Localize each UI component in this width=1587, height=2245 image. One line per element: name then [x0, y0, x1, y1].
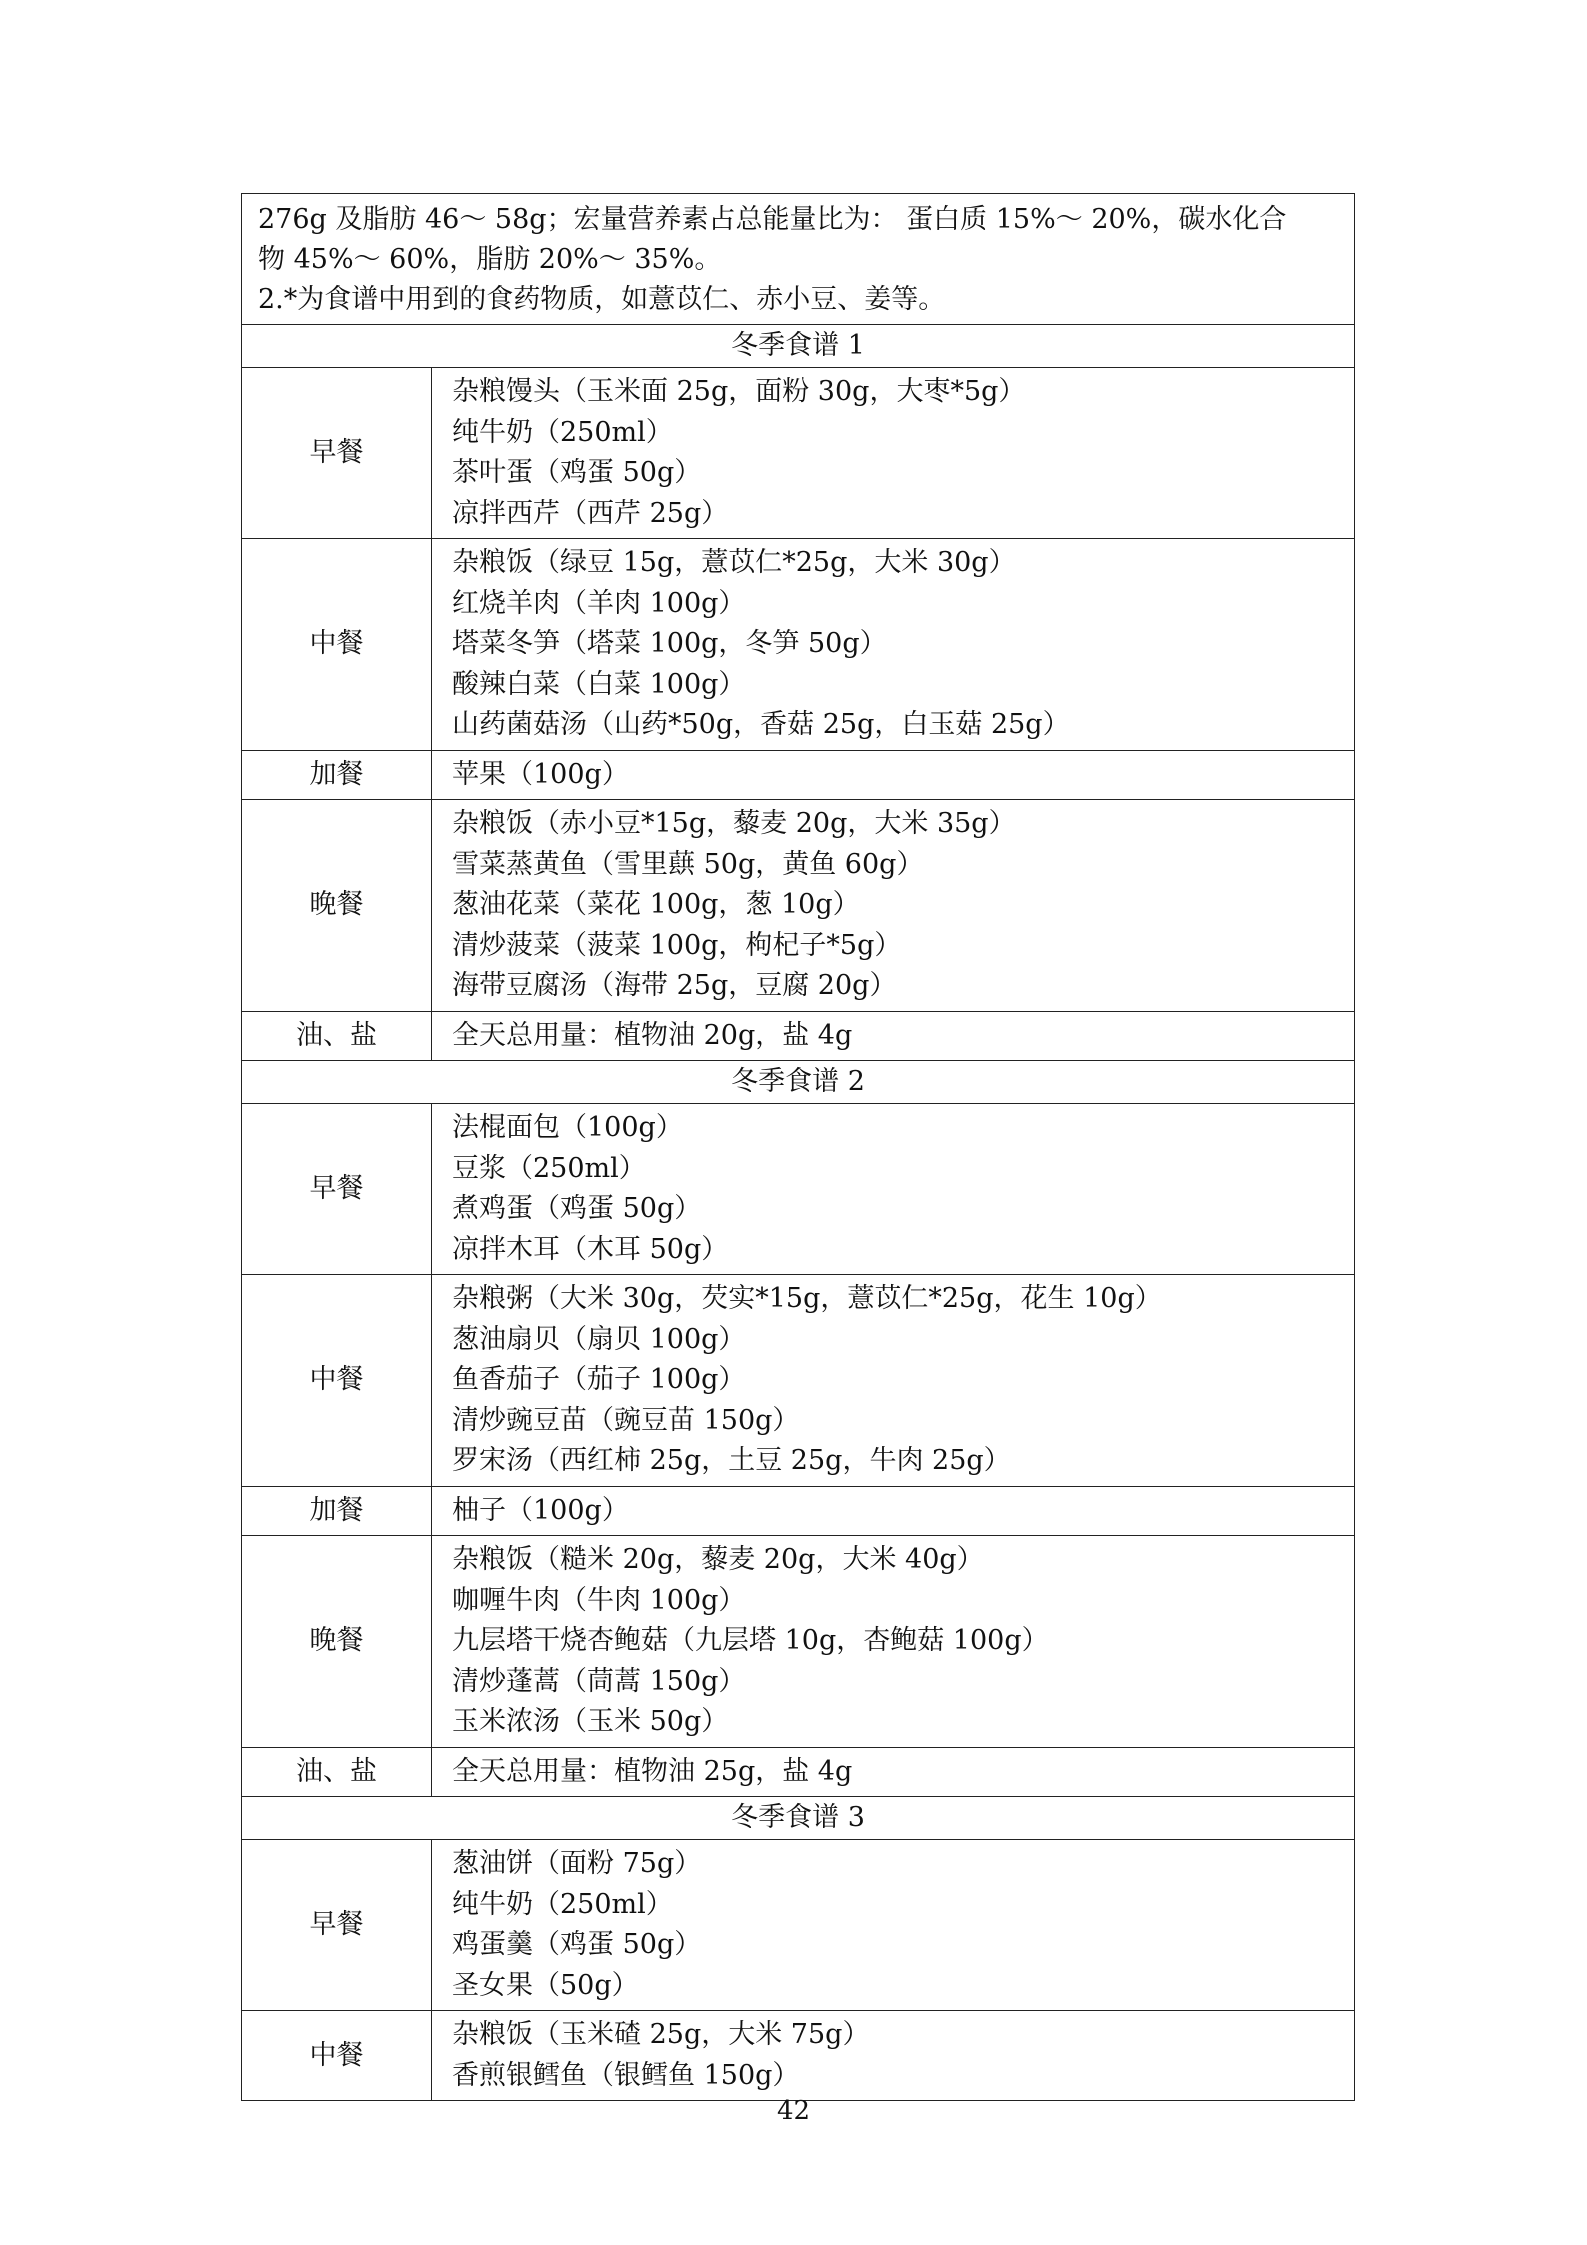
meal-item: 杂粮馒头（玉米面 25g，面粉 30g，大枣*5g）	[452, 376, 1026, 407]
meal-item: 纯牛奶（250ml）	[452, 416, 673, 448]
notes-cell	[242, 194, 1355, 325]
meal-items	[432, 1840, 1355, 2011]
meal-name: 晚餐	[242, 1536, 432, 1748]
meal-item: 杂粮饭（绿豆 15g，薏苡仁*25g，大米 30g）	[452, 547, 1016, 578]
meal-name: 晚餐	[242, 800, 432, 1012]
meal-item: 塔菜冬笋（塔菜 100g，冬笋 50g）	[452, 628, 887, 659]
menu-title: 冬季食谱 3	[242, 1797, 1355, 1840]
meal-row	[242, 800, 1355, 1012]
meal-name: 加餐	[242, 750, 432, 800]
winter-menu-table	[241, 193, 1355, 2101]
meal-item: 全天总用量：植物油 25g，盐 4g	[452, 1755, 853, 1787]
meal-item: 玉米浓汤（玉米 50g）	[452, 1706, 729, 1737]
meal-row	[242, 1536, 1355, 1748]
meal-item: 香煎银鳕鱼（银鳕鱼 150g）	[452, 2059, 800, 2091]
meal-row	[242, 750, 1355, 800]
meal-item: 山药菌菇汤（山药*50g，香菇 25g，白玉菇 25g）	[452, 709, 1070, 740]
meal-row	[242, 1011, 1355, 1061]
menu-title: 冬季食谱 2	[242, 1061, 1355, 1104]
note-line: 物 45%～ 60%，脂肪 20%～ 35%。	[258, 244, 722, 275]
meal-item: 清炒菠菜（菠菜 100g，枸杞子*5g）	[452, 929, 902, 961]
menu-title: 冬季食谱 1	[242, 325, 1355, 368]
meal-item: 鱼香茄子（茄子 100g）	[452, 1364, 746, 1395]
meal-item: 豆浆（250ml）	[452, 1152, 646, 1184]
meal-name: 早餐	[242, 368, 432, 539]
meal-item: 九层塔干烧杏鲍菇（九层塔 10g，杏鲍菇 100g）	[452, 1625, 1049, 1656]
meal-name: 中餐	[242, 2011, 432, 2101]
meal-name: 早餐	[242, 1840, 432, 2011]
meal-item: 葱油扇贝（扇贝 100g）	[452, 1323, 746, 1355]
note-line: 276g 及脂肪 46～ 58g；宏量营养素占总能量比为： 蛋白质 15%～ 20%，碳水化合	[258, 204, 1287, 235]
meal-item: 苹果（100g）	[452, 758, 629, 790]
meal-item: 柚子（100g）	[452, 1494, 629, 1526]
meal-item: 鸡蛋羹（鸡蛋 50g）	[452, 1929, 702, 1960]
meal-items	[432, 800, 1355, 1012]
meal-item: 清炒蓬蒿（茼蒿 150g）	[452, 1665, 746, 1697]
meal-item: 葱油饼（面粉 75g）	[452, 1848, 702, 1879]
meal-item: 咖喱牛肉（牛肉 100g）	[452, 1584, 746, 1616]
meal-name: 中餐	[242, 539, 432, 751]
menu-title-row	[242, 1797, 1355, 1840]
meal-row	[242, 539, 1355, 751]
menu-title-row	[242, 325, 1355, 368]
meal-item: 红烧羊肉（羊肉 100g）	[452, 587, 746, 619]
meal-name: 油、盐	[242, 1747, 432, 1797]
meal-row	[242, 1747, 1355, 1797]
meal-item: 凉拌西芹（西芹 25g）	[452, 497, 729, 529]
meal-items	[432, 1747, 1355, 1797]
menu-title-row	[242, 1061, 1355, 1104]
meal-row	[242, 368, 1355, 539]
meal-row	[242, 2011, 1355, 2101]
meal-items	[432, 1104, 1355, 1275]
meal-item: 法棍面包（100g）	[452, 1112, 683, 1143]
meal-items	[432, 368, 1355, 539]
meal-item: 圣女果（50g）	[452, 1969, 639, 2001]
meal-row	[242, 1275, 1355, 1487]
meal-item: 茶叶蛋（鸡蛋 50g）	[452, 457, 702, 488]
meal-row	[242, 1486, 1355, 1536]
meal-item: 煮鸡蛋（鸡蛋 50g）	[452, 1193, 702, 1224]
meal-items	[432, 1536, 1355, 1748]
meal-item: 清炒豌豆苗（豌豆苗 150g）	[452, 1404, 800, 1436]
table-body	[242, 194, 1355, 2101]
meal-item: 杂粮饭（糙米 20g，藜麦 20g，大米 40g）	[452, 1544, 984, 1575]
meal-item: 全天总用量：植物油 20g，盐 4g	[452, 1019, 853, 1051]
meal-item: 罗宋汤（西红柿 25g，土豆 25g，牛肉 25g）	[452, 1445, 1011, 1476]
meal-row	[242, 1104, 1355, 1275]
meal-item: 葱油花菜（菜花 100g，葱 10g）	[452, 889, 860, 920]
meal-item: 海带豆腐汤（海带 25g，豆腐 20g）	[452, 970, 897, 1001]
meal-items	[432, 1011, 1355, 1061]
meal-row	[242, 1840, 1355, 2011]
meal-items	[432, 750, 1355, 800]
meal-name: 油、盐	[242, 1011, 432, 1061]
meal-items	[432, 2011, 1355, 2101]
meal-item: 杂粮饭（玉米碴 25g，大米 75g）	[452, 2019, 870, 2050]
meal-items	[432, 1275, 1355, 1487]
meal-item: 雪菜蒸黄鱼（雪里蕻 50g，黄鱼 60g）	[452, 848, 924, 880]
meal-item: 凉拌木耳（木耳 50g）	[452, 1233, 729, 1265]
meal-name: 加餐	[242, 1486, 432, 1536]
page-number: 42	[776, 2096, 811, 2126]
meal-item: 纯牛奶（250ml）	[452, 1888, 673, 1920]
meal-item: 杂粮粥（大米 30g，芡实*15g，薏苡仁*25g，花生 10g）	[452, 1283, 1162, 1314]
meal-items	[432, 1486, 1355, 1536]
meal-item: 杂粮饭（赤小豆*15g，藜麦 20g，大米 35g）	[452, 808, 1016, 839]
note-line: 2.*为食谱中用到的食药物质，如薏苡仁、赤小豆、姜等。	[258, 284, 946, 315]
meal-name: 早餐	[242, 1104, 432, 1275]
notes-row	[242, 194, 1355, 325]
meal-items	[432, 539, 1355, 751]
meal-item: 酸辣白菜（白菜 100g）	[452, 668, 746, 700]
meal-name: 中餐	[242, 1275, 432, 1487]
